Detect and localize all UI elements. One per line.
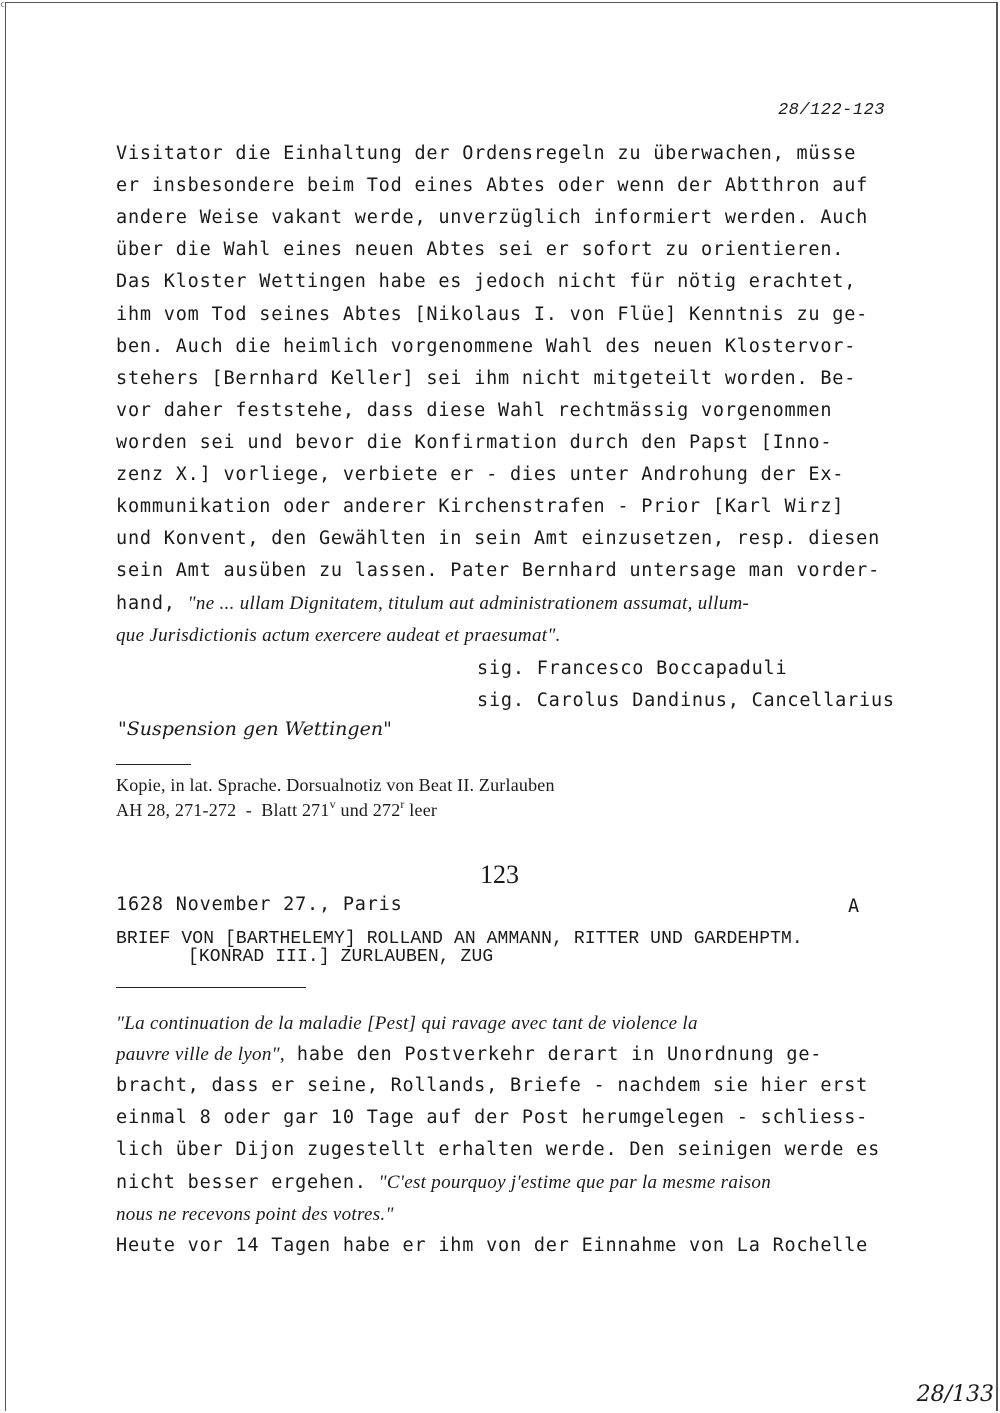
- text-line: bracht, dass er seine, Rollands, Briefe - nachdem sie hier erst: [116, 1075, 869, 1096]
- text-line: worden sei und bevor die Konfirmation durch den Papst [Inno-: [116, 432, 833, 453]
- text-line: über die Wahl eines neuen Abtes sei er sofort zu orientieren.: [116, 239, 845, 260]
- text-line: vor daher feststehe, dass diese Wahl rechtmässig vorgenommen: [116, 400, 833, 421]
- text-line: kommunikation oder anderer Kirchenstrafen - Prior [Karl Wirz]: [116, 496, 845, 517]
- source-note: Kopie, in lat. Sprache. Dorsualnotiz von Beat II. Zurlauben: [116, 775, 555, 795]
- text-line: Das Kloster Wettingen habe es jedoch nicht für nötig erachtet,: [116, 271, 857, 292]
- document-number: 123: [480, 860, 519, 889]
- text-line: lich über Dijon zugestellt erhalten werde. Den seinigen werde es: [116, 1139, 881, 1160]
- text-line: und Konvent, den Gewählten in sein Amt einzusetzen, resp. diesen: [116, 528, 881, 549]
- text-line: sein Amt ausüben zu lassen. Pater Bernhard untersage man vorder-: [116, 560, 881, 581]
- latin-quote: "ne ... ullam Dignitatem, titulum aut administrationem assumat, ullum-: [187, 593, 750, 614]
- text-line: andere Weise vakant werde, unverzüglich informiert werden. Auch: [116, 207, 869, 228]
- date-line: 1628 November 27., Paris: [116, 894, 403, 915]
- text-line: [116, 1045, 822, 1065]
- divider: [116, 987, 306, 988]
- page-reference: 28/122-123: [777, 101, 885, 120]
- document-title: [KONRAD III.] ZURLAUBEN, ZUG: [188, 947, 494, 967]
- text-fragment: nicht besser ergehen.: [116, 1172, 379, 1193]
- text-line: zenz X.] vorliege, verbiete er - dies unter Androhung der Ex-: [116, 464, 845, 485]
- latin-quote: que Jurisdictionis actum exercere audeat et praesumat".: [116, 625, 561, 646]
- text-line: [116, 1173, 771, 1193]
- handwritten-note: "Suspension gen Wettingen": [118, 718, 392, 740]
- text-line: ihm vom Tod seines Abtes [Nikolaus I. von Flüe] Kenntnis zu ge-: [116, 304, 869, 325]
- source-note: [116, 798, 437, 819]
- text-line: ben. Auch die heimlich vorgenommene Wahl des neuen Klostervor-: [116, 336, 857, 357]
- text-fragment: hand,: [116, 593, 188, 614]
- text-fragment: AH 28, 271-272 - Blatt 271: [116, 800, 330, 820]
- text-line: er insbesondere beim Tod eines Abtes oder wenn der Abtthron auf: [116, 175, 869, 196]
- divider: [116, 764, 191, 765]
- text-fragment: habe den Postverkehr derart in Unordnung ge-: [284, 1044, 823, 1065]
- text-line: Visitator die Einhaltung der Ordensregeln zu überwachen, müsse: [116, 143, 857, 164]
- superscript: v: [329, 797, 336, 811]
- signature-line: sig. Francesco Boccapaduli: [477, 658, 788, 679]
- text-line: Heute vor 14 Tagen habe er ihm von der Einnahme von La Rochelle: [116, 1235, 869, 1256]
- french-quote: "La continuation de la maladie [Pest] qui ravage avec tant de violence la: [116, 1013, 698, 1034]
- document-title: BRIEF VON [BARTHELEMY] ROLLAND AN AMMANN, RITTER UND GARDEHPTM.: [116, 929, 803, 949]
- signature-line: sig. Carolus Dandinus, Cancellarius: [477, 690, 895, 711]
- superscript: r: [400, 797, 405, 811]
- french-quote: pauvre ville de lyon",: [116, 1044, 285, 1065]
- french-quote: "C'est pourquoy j'estime que par la mesme raison: [378, 1172, 771, 1193]
- text-line: einmal 8 oder gar 10 Tage auf der Post herumgelegen - schliess-: [116, 1107, 869, 1128]
- text-fragment: leer: [404, 800, 438, 820]
- scan-mark: ᑦ: [0, 0, 6, 14]
- french-quote: nous ne recevons point des votres.": [116, 1204, 394, 1225]
- text-line: stehers [Bernhard Keller] sei ihm nicht mitgeteilt worden. Be-: [116, 368, 857, 389]
- text-line: [116, 594, 749, 614]
- document-letter: A: [848, 896, 860, 917]
- handwritten-page-number: 28/133: [916, 1382, 994, 1407]
- text-fragment: und 272: [335, 800, 401, 820]
